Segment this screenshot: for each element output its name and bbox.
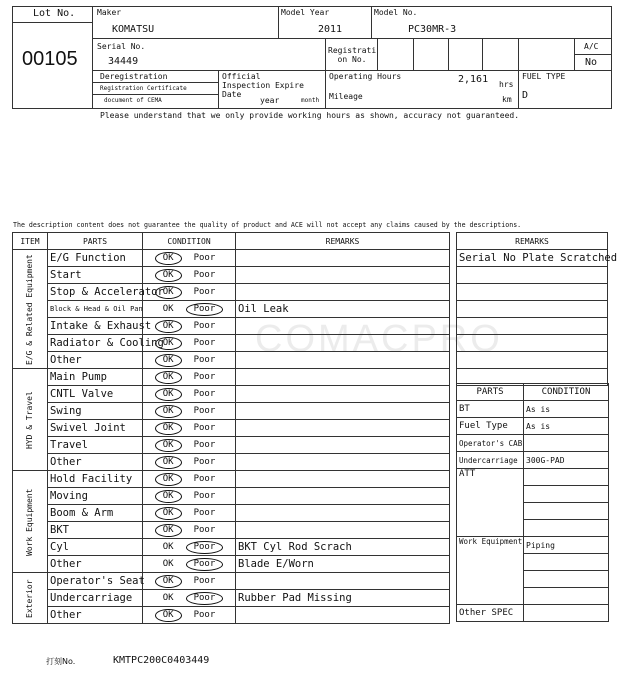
other-spec-label: Other SPEC [457,605,524,622]
table-row [13,250,450,267]
poor-mark: Poor [193,286,216,297]
side-remark-row: Serial No Plate Scratched [457,250,608,267]
poor-mark: Poor [193,422,216,433]
part-name: Swing [48,403,143,420]
remark-cell [236,522,450,539]
part-name: BKT [48,522,143,539]
part-name: Moving [48,488,143,505]
side-parts-table [456,383,609,622]
remark-cell [236,352,450,369]
table-row [13,437,450,454]
part-name: Travel [48,437,143,454]
section-label: Exterior [25,579,34,618]
work-value: Piping [524,537,609,554]
condition-cell [143,556,236,573]
cab-value [524,435,609,452]
registration-label: Registrati on No. [328,46,377,64]
cema-label: document of CEMA [104,97,162,104]
table-row [13,267,450,284]
poor-mark: Poor [186,558,224,571]
condition-cell [143,318,236,335]
condition-cell [143,369,236,386]
condition-cell [143,522,236,539]
under-label: Undercarriage [457,452,524,469]
condition-header: CONDITION [143,233,236,250]
poor-mark: Poor [193,388,216,399]
remark-cell: Blade E/Worn [236,556,450,573]
operating-hours-label: Operating Hours [329,72,402,81]
remark-cell [236,454,450,471]
section-label: HYD & Travel [25,391,34,449]
remark-cell: BKT Cyl Rod Scrach [236,539,450,556]
ok-mark: OK [155,456,182,469]
part-name: Undercarriage [48,590,143,607]
ok-mark: OK [155,286,182,299]
remark-cell [236,488,450,505]
condition-cell [143,250,236,267]
table-row [13,318,450,335]
fuel-label: Fuel Type [457,418,524,435]
poor-mark: Poor [193,456,216,467]
ok-mark: OK [155,388,182,401]
ok-mark: OK [155,490,182,503]
remark-cell [236,267,450,284]
hours-note: Please understand that we only provide working hours as shown, accuracy not guaranteed. [100,111,520,120]
ok-mark: OK [155,422,182,435]
poor-mark: Poor [193,252,216,263]
deregistration-label: Deregistration [100,72,168,81]
condition-cell [143,437,236,454]
table-row [13,590,450,607]
part-name: Other [48,352,143,369]
poor-mark: Poor [193,609,216,620]
ac-label: A/C [584,42,599,51]
table-row [13,539,450,556]
remark-cell [236,573,450,590]
ok-mark: OK [155,575,182,588]
condition-cell [143,403,236,420]
km-label: km [502,95,512,104]
ok-mark: OK [155,371,182,384]
remark-cell [236,335,450,352]
poor-mark: Poor [193,524,216,535]
remark-cell [236,471,450,488]
footer-value: KMTPC200C0403449 [113,655,210,666]
remark-cell: Rubber Pad Missing [236,590,450,607]
model-year-value: 2011 [318,24,343,35]
operating-hours-value: 2,161 [458,74,489,85]
inspection-label: Official Inspection Expire Date [222,72,304,99]
ok-mark: OK [162,303,174,314]
table-row [13,386,450,403]
condition-cell [143,335,236,352]
ok-mark: OK [162,592,174,603]
part-name: Hold Facility [48,471,143,488]
parts-header: PARTS [48,233,143,250]
remark-cell [236,403,450,420]
part-name: Radiator & Cooling [48,335,143,352]
ok-mark: OK [155,609,182,622]
part-name: Cyl [48,539,143,556]
table-row [13,488,450,505]
part-name: Main Pump [48,369,143,386]
section-label: Work Equipment [25,488,34,556]
poor-mark: Poor [193,473,216,484]
part-name: Intake & Exhaust [48,318,143,335]
condition-cell [143,471,236,488]
part-name: Swivel Joint [48,420,143,437]
under-value: 300G-PAD [524,452,609,469]
maker-label: Maker [97,8,122,17]
part-name: Block & Head & Oil Pan [48,301,143,318]
condition-cell [143,539,236,556]
work-label: Work Equipment [457,537,524,605]
att-label: ATT [457,469,524,537]
condition-cell [143,454,236,471]
condition-cell [143,352,236,369]
fuel-value: As is [524,418,609,435]
condition-cell [143,284,236,301]
poor-mark: Poor [193,269,216,280]
part-name: Stop & Accelerator [48,284,143,301]
side-condition-header: CONDITION [524,384,609,401]
section-label-cell [13,573,48,624]
poor-mark: Poor [193,575,216,586]
part-name: Operator's Seat [48,573,143,590]
poor-mark: Poor [186,541,224,554]
table-row [13,403,450,420]
ac-value: No [585,57,598,68]
disclaimer: The description content does not guarantee the quality of product and ACE will not accept any claims caused by the descriptions. [13,221,522,229]
table-row [13,369,450,386]
watermark: COMACPRO [255,318,503,360]
table-row [13,556,450,573]
part-name: Other [48,454,143,471]
serial-value: 34449 [108,56,139,67]
table-row [13,284,450,301]
poor-mark: Poor [186,303,224,316]
year-label: year [260,96,280,105]
remark-cell [236,284,450,301]
ok-mark: OK [155,473,182,486]
ok-mark: OK [162,541,174,552]
section-label-cell [13,250,48,369]
section-label-cell [13,369,48,471]
table-row [13,522,450,539]
table-row [13,352,450,369]
condition-cell [143,267,236,284]
side-parts-header: PARTS [457,384,524,401]
condition-cell [143,590,236,607]
footer-label: 打刻No. [46,657,76,666]
poor-mark: Poor [186,592,224,605]
reg-cert-label: Registration Certificate [100,85,187,92]
ok-mark: OK [155,337,182,350]
condition-cell [143,386,236,403]
side-remark-row [457,301,608,318]
ok-mark: OK [155,524,182,537]
model-year-label: Model Year [281,8,330,17]
poor-mark: Poor [193,320,216,331]
part-name: Other [48,607,143,624]
part-name: Start [48,267,143,284]
remark-cell [236,250,450,267]
ok-mark: OK [155,405,182,418]
remark-cell [236,318,450,335]
ok-mark: OK [155,269,182,282]
side-remark-row [457,267,608,284]
section-label-cell [13,471,48,573]
model-no-label: Model No. [374,8,418,17]
side-remarks-header: REMARKS [457,233,608,250]
condition-cell [143,488,236,505]
table-row [13,573,450,590]
bt-value: As is [524,401,609,418]
remark-cell [236,386,450,403]
remark-cell: Oil Leak [236,301,450,318]
mileage-label: Mileage [329,92,363,101]
condition-table [12,232,450,624]
table-row [13,607,450,624]
condition-cell [143,607,236,624]
bt-label: BT [457,401,524,418]
ok-mark: OK [162,558,174,569]
side-remark-row [457,318,608,335]
part-name: Other [48,556,143,573]
hrs-label: hrs [499,80,514,89]
condition-cell [143,301,236,318]
section-label: E/G & Related Equipment [25,254,34,365]
lot-value: 00105 [22,48,78,70]
side-remark-row [457,284,608,301]
poor-mark: Poor [193,405,216,416]
maker-value: KOMATSU [112,24,155,35]
model-no-value: PC30MR-3 [408,24,457,35]
fuel-type-label: FUEL TYPE [522,72,566,81]
remarks-header: REMARKS [236,233,450,250]
poor-mark: Poor [193,490,216,501]
ok-mark: OK [155,507,182,520]
side-remark-row [457,352,608,369]
serial-label: Serial No. [97,42,146,51]
condition-cell [143,573,236,590]
poor-mark: Poor [193,439,216,450]
remark-cell [236,607,450,624]
remark-cell [236,505,450,522]
cab-label: Operator's CAB [457,435,524,452]
remark-cell [236,369,450,386]
part-name: Boom & Arm [48,505,143,522]
side-remark-row [457,335,608,352]
month-label: month [301,97,320,104]
table-row [13,454,450,471]
remark-cell [236,420,450,437]
condition-cell [143,420,236,437]
poor-mark: Poor [193,507,216,518]
table-row [13,420,450,437]
poor-mark: Poor [193,354,216,365]
poor-mark: Poor [193,337,216,348]
side-remarks-table [456,232,618,386]
ok-mark: OK [155,320,182,333]
table-row [13,471,450,488]
table-row [13,301,450,318]
condition-cell [143,505,236,522]
fuel-type-value: D [522,90,529,101]
ok-mark: OK [155,252,182,265]
table-row [13,335,450,352]
table-row [13,505,450,522]
lot-label: Lot No. [33,8,76,19]
part-name: E/G Function [48,250,143,267]
remark-cell [236,437,450,454]
poor-mark: Poor [193,371,216,382]
ok-mark: OK [155,439,182,452]
part-name: CNTL Valve [48,386,143,403]
item-header: ITEM [13,233,48,250]
ok-mark: OK [155,354,182,367]
